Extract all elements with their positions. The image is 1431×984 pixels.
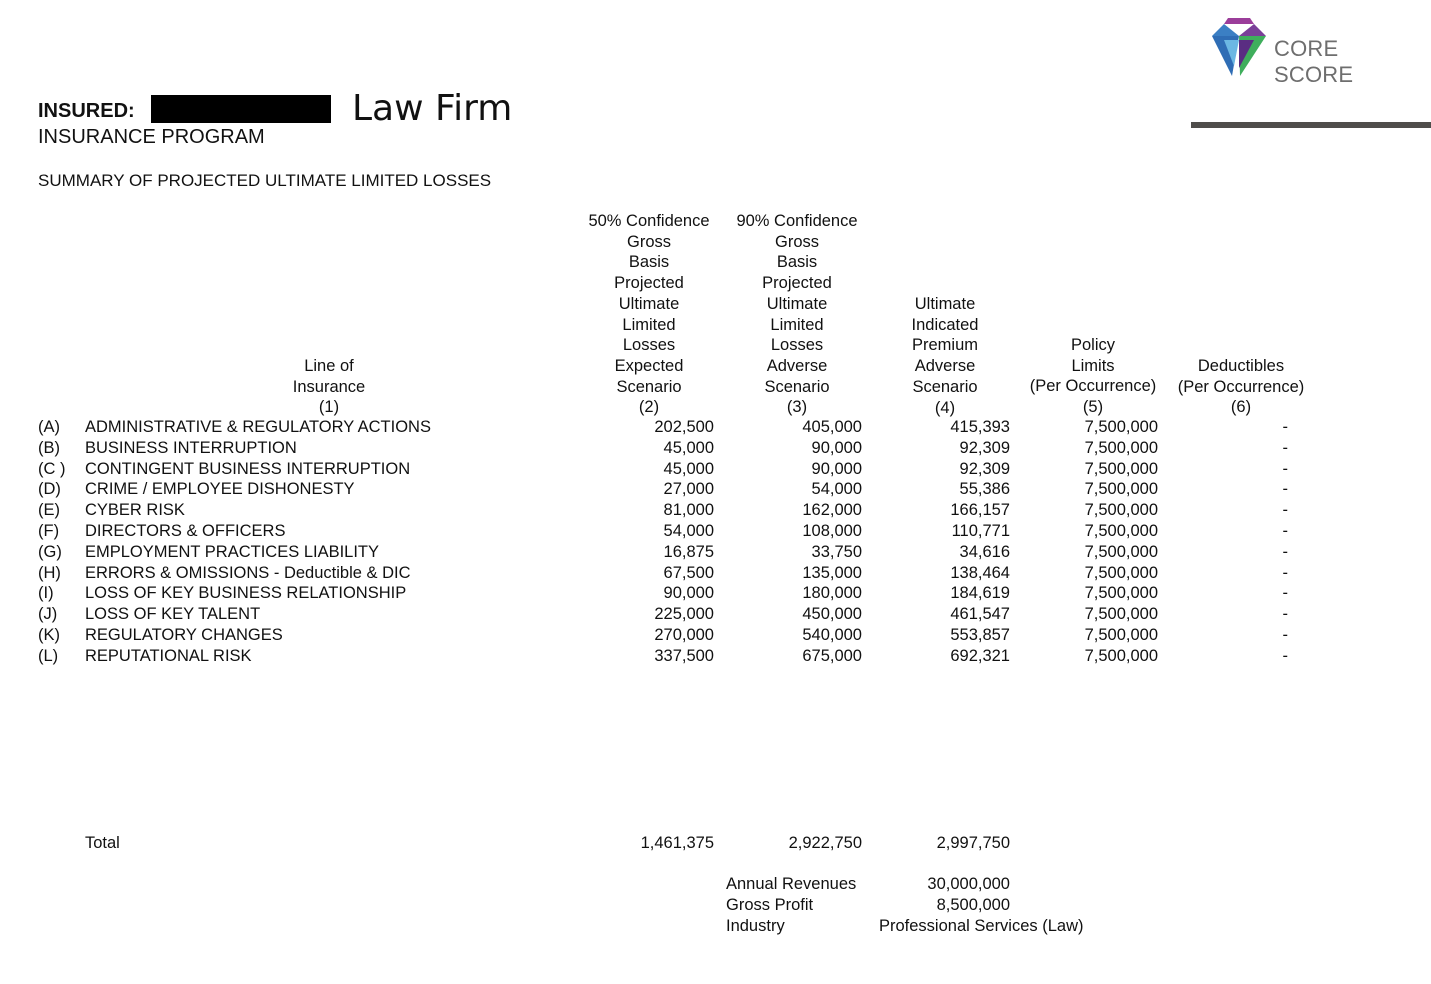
col-header-line: Scenario — [616, 377, 682, 396]
core-score-logo-mark-icon — [1210, 18, 1268, 78]
row-policy-limit: 7,500,000 — [1084, 438, 1158, 457]
row-expected-losses: 45,000 — [663, 459, 714, 478]
col-header-line: Projected — [762, 274, 832, 293]
row-policy-limit: 7,500,000 — [1084, 418, 1158, 436]
annual-revenues-label: Annual Revenues — [726, 875, 857, 893]
col-header-line: (Per Occurrence) — [1177, 377, 1305, 396]
insured-name: Law Firm — [352, 88, 513, 129]
row-letter: (K) — [38, 625, 60, 644]
col-header-line: (4) — [934, 398, 956, 417]
col-header-line: Losses — [622, 336, 676, 355]
row-deductible: - — [1282, 438, 1288, 457]
total-adverse-losses: 2,922,750 — [788, 834, 862, 852]
row-letter: (D) — [38, 480, 61, 499]
col-header-line: Projected — [614, 274, 684, 293]
row-letter: (F) — [38, 521, 60, 540]
row-indicated-premium: 184,619 — [950, 584, 1010, 603]
row-expected-losses: 225,000 — [654, 605, 714, 624]
col-header-line: Ultimate — [618, 294, 680, 313]
row-expected-losses: 45,000 — [663, 438, 714, 457]
row-indicated-premium: 461,547 — [950, 605, 1010, 624]
insured-label: INSURED: — [38, 100, 135, 122]
col-header-line: (6) — [1230, 398, 1252, 417]
row-letter: (E) — [38, 501, 60, 520]
col-header-line: Ultimate — [914, 295, 976, 313]
row-policy-limit: 7,500,000 — [1084, 521, 1158, 540]
row-policy-limit: 7,500,000 — [1084, 542, 1158, 561]
row-letter: (H) — [38, 563, 61, 582]
col-header-line: Policy — [1070, 336, 1115, 354]
col-header-line: Adverse — [766, 356, 828, 375]
row-indicated-premium: 138,464 — [950, 563, 1010, 582]
industry-value: Professional Services (Law) — [879, 917, 1084, 935]
row-deductible: - — [1282, 542, 1288, 561]
row-expected-losses: 16,875 — [663, 542, 714, 561]
logo-text: CORE SCORE — [1274, 36, 1354, 87]
row-line-of-insurance: CONTINGENT BUSINESS INTERRUPTION — [85, 459, 411, 478]
table-row — [0, 625, 1431, 646]
core-score-logo — [1210, 18, 1420, 87]
row-adverse-losses: 108,000 — [802, 521, 862, 540]
table-row — [0, 646, 1431, 667]
col-header-line: Premium — [911, 336, 978, 355]
row-expected-losses: 270,000 — [654, 625, 714, 644]
gross-profit-label: Gross Profit — [726, 896, 814, 914]
col-header-line: Gross — [774, 232, 819, 251]
row-deductible: - — [1282, 646, 1288, 665]
row-adverse-losses: 540,000 — [802, 625, 862, 644]
row-adverse-losses: 90,000 — [811, 438, 862, 457]
gross-profit-value: 8,500,000 — [936, 896, 1010, 914]
col-header-line: 90% Confidence — [736, 212, 858, 230]
col-header-line: Scenario — [764, 377, 830, 396]
row-deductible: - — [1282, 459, 1288, 478]
col-header-line-of-insurance — [229, 356, 429, 418]
row-indicated-premium: 692,321 — [950, 646, 1010, 665]
row-adverse-losses: 135,000 — [802, 563, 862, 582]
col-header-50-confidence — [569, 211, 729, 418]
row-letter: (A) — [38, 418, 60, 436]
row-adverse-losses: 675,000 — [802, 646, 862, 665]
col-header-line: Line of — [304, 357, 354, 375]
row-policy-limit: 7,500,000 — [1084, 501, 1158, 520]
row-line-of-insurance: LOSS OF KEY BUSINESS RELATIONSHIP — [85, 584, 407, 603]
row-letter: (J) — [38, 605, 58, 624]
row-adverse-losses: 405,000 — [802, 418, 862, 436]
table-row — [0, 417, 1431, 438]
col-header-line: Adverse — [914, 357, 976, 376]
col-header-line: Limited — [622, 315, 676, 334]
row-policy-limit: 7,500,000 — [1084, 459, 1158, 478]
col-header-line: (1) — [318, 398, 340, 417]
row-expected-losses: 90,000 — [663, 584, 714, 603]
losses-table-body — [0, 417, 1431, 667]
row-expected-losses: 54,000 — [663, 521, 714, 540]
row-adverse-losses: 450,000 — [802, 605, 862, 624]
row-indicated-premium: 110,771 — [951, 521, 1010, 540]
row-indicated-premium: 92,309 — [959, 438, 1010, 457]
table-row — [0, 438, 1431, 459]
row-deductible: - — [1282, 501, 1288, 520]
row-policy-limit: 7,500,000 — [1084, 605, 1158, 624]
table-row — [0, 521, 1431, 542]
row-line-of-insurance: LOSS OF KEY TALENT — [85, 605, 261, 624]
row-policy-limit: 7,500,000 — [1084, 480, 1158, 499]
row-line-of-insurance: DIRECTORS & OFFICERS — [85, 521, 286, 540]
col-header-line: Limited — [770, 315, 824, 334]
row-indicated-premium: 92,309 — [959, 459, 1010, 478]
row-adverse-losses: 162,000 — [802, 501, 862, 520]
table-row — [0, 604, 1431, 625]
row-letter: (G) — [38, 542, 62, 561]
row-letter: (I) — [38, 584, 54, 603]
col-header-line: Expected — [614, 356, 684, 375]
redaction-bar — [151, 95, 331, 123]
total-indicated-premium: 2,997,750 — [936, 834, 1010, 852]
row-line-of-insurance: REGULATORY CHANGES — [85, 625, 283, 644]
col-header-line: (2) — [638, 398, 660, 417]
row-letter: (C ) — [38, 459, 66, 478]
row-adverse-losses: 33,750 — [811, 542, 862, 561]
row-deductible: - — [1282, 480, 1288, 499]
row-policy-limit: 7,500,000 — [1084, 625, 1158, 644]
header-rule — [1191, 122, 1431, 128]
row-deductible: - — [1282, 584, 1288, 603]
row-adverse-losses: 90,000 — [811, 459, 862, 478]
row-deductible: - — [1282, 605, 1288, 624]
col-header-line: Losses — [770, 336, 824, 355]
total-label: Total — [85, 834, 120, 852]
row-policy-limit: 7,500,000 — [1084, 646, 1158, 665]
row-indicated-premium: 166,157 — [950, 501, 1010, 520]
table-row — [0, 459, 1431, 480]
col-header-line: Indicated — [911, 315, 979, 334]
col-header-line: Gross — [626, 232, 671, 251]
row-deductible: - — [1282, 418, 1288, 436]
row-policy-limit: 7,500,000 — [1084, 563, 1158, 582]
col-header-line: Basis — [776, 253, 818, 272]
col-header-line: Limits — [1071, 356, 1115, 375]
row-line-of-insurance: BUSINESS INTERRUPTION — [85, 438, 297, 457]
row-expected-losses: 27,000 — [663, 480, 714, 499]
table-row — [0, 542, 1431, 563]
program-title: INSURANCE PROGRAM — [38, 126, 265, 148]
row-expected-losses: 81,000 — [663, 501, 714, 520]
col-header-line: 50% Confidence — [588, 212, 710, 230]
col-header-line: Ultimate — [766, 294, 828, 313]
col-header-line: (3) — [786, 398, 808, 417]
row-expected-losses: 202,500 — [654, 418, 714, 436]
industry-label: Industry — [726, 917, 785, 935]
col-header-line: Deductibles — [1197, 357, 1285, 375]
col-header-deductibles — [1161, 356, 1321, 418]
table-row — [0, 479, 1431, 500]
row-indicated-premium: 34,616 — [959, 542, 1010, 561]
table-row — [0, 583, 1431, 604]
row-expected-losses: 337,500 — [654, 646, 714, 665]
row-expected-losses: 67,500 — [663, 563, 714, 582]
col-header-line: (5) — [1082, 398, 1104, 417]
row-line-of-insurance: REPUTATIONAL RISK — [85, 646, 252, 665]
annual-revenues-value: 30,000,000 — [927, 875, 1010, 893]
row-indicated-premium: 415,393 — [950, 418, 1010, 436]
row-letter: (B) — [38, 438, 60, 457]
col-header-line: Scenario — [912, 377, 978, 396]
row-line-of-insurance: ADMINISTRATIVE & REGULATORY ACTIONS — [85, 418, 431, 436]
table-row — [0, 563, 1431, 584]
row-adverse-losses: 54,000 — [811, 480, 862, 499]
col-header-line: Insurance — [292, 377, 366, 396]
col-header-line: Basis — [628, 253, 670, 272]
row-line-of-insurance: CYBER RISK — [85, 501, 185, 520]
col-header-indicated-premium — [865, 294, 1025, 418]
row-indicated-premium: 55,386 — [959, 480, 1010, 499]
row-deductible: - — [1282, 563, 1288, 582]
total-expected-losses: 1,461,375 — [640, 834, 714, 852]
row-policy-limit: 7,500,000 — [1084, 584, 1158, 603]
row-deductible: - — [1282, 521, 1288, 540]
row-line-of-insurance: CRIME / EMPLOYEE DISHONESTY — [85, 480, 355, 499]
row-line-of-insurance: ERRORS & OMISSIONS - Deductible & DIC — [85, 563, 411, 582]
row-indicated-premium: 553,857 — [950, 625, 1010, 644]
col-header-policy-limits — [1013, 335, 1173, 418]
row-letter: (L) — [38, 646, 59, 665]
row-line-of-insurance: EMPLOYMENT PRACTICES LIABILITY — [85, 542, 380, 561]
table-row — [0, 500, 1431, 521]
row-deductible: - — [1282, 625, 1288, 644]
col-header-90-confidence — [717, 211, 877, 418]
col-header-line: (Per Occurrence) — [1029, 377, 1157, 396]
row-adverse-losses: 180,000 — [802, 584, 862, 603]
summary-title: SUMMARY OF PROJECTED ULTIMATE LIMITED LOSSES — [38, 171, 492, 190]
